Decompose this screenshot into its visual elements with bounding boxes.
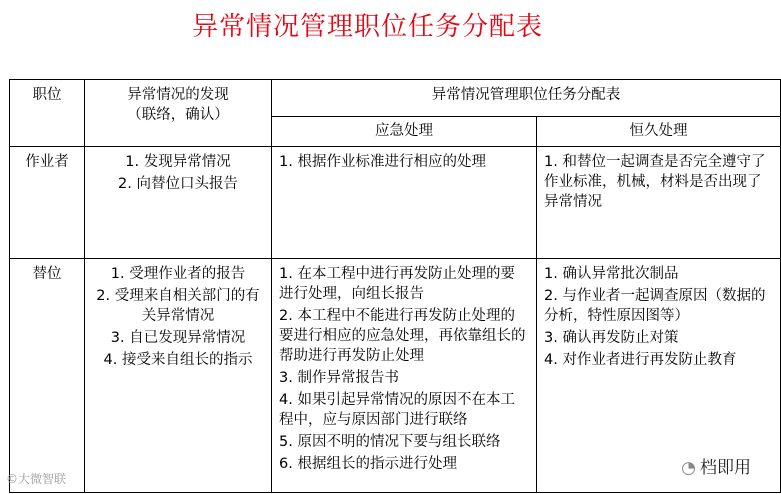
list-item: 2. 向替位口头报告 — [118, 176, 238, 192]
list-item: 4. 接受来自组长的指示 — [103, 352, 253, 368]
header-permanent: 恒久处理 — [537, 117, 781, 147]
list-item: 6. 根据组长的指示进行处理 — [279, 456, 457, 472]
list-item: 5. 原因不明的情况下要与组长联络 — [279, 434, 501, 450]
list-item: 3. 制作异常报告书 — [279, 370, 399, 386]
list-item: 4. 如果引起异常情况的原因不在本工程中，应与原因部门进行联络 — [279, 392, 515, 428]
row-emergency — [272, 147, 537, 259]
header-discovery-label: 异常情况的发现 — [127, 87, 229, 103]
watermark-left: ©大微智联 — [6, 472, 67, 486]
header-row — [10, 80, 781, 117]
list-item: 3. 确认再发防止对策 — [544, 330, 679, 346]
list-item: 1. 在本工程中进行再发防止处理的要进行处理，向组长报告 — [279, 266, 515, 302]
table-row — [10, 147, 781, 259]
row-position: 替位 — [10, 259, 85, 493]
header-discovery-sub: （联络，确认） — [127, 107, 229, 123]
header-emergency: 应急处理 — [272, 117, 537, 147]
list-item: 1. 受理作业者的报告 — [110, 266, 246, 282]
table-row — [10, 259, 781, 493]
list-item: 1. 根据作业标准进行相应的处理 — [279, 154, 486, 170]
row-discovery — [85, 147, 272, 259]
assignment-table — [9, 79, 781, 493]
row-emergency — [272, 259, 537, 493]
watermark-right — [677, 451, 755, 480]
list-item: 2. 本工程中不能进行再发防止处理的要进行相应的应急处理，再依靠组长的帮助进行再发防止处理 — [279, 308, 526, 364]
wechat-icon: ◔ — [681, 458, 696, 478]
page-title: 异常情况管理职位任务分配表 — [191, 12, 543, 42]
list-item: 3. 自已发现异常情况 — [110, 330, 246, 346]
row-discovery — [85, 259, 272, 493]
row-permanent — [537, 147, 781, 259]
list-item: 1. 发现异常情况 — [125, 154, 231, 170]
row-position: 作业者 — [10, 147, 85, 259]
header-position: 职位 — [10, 80, 85, 147]
list-item: 2. 受理来自相关部门的有关异常情况 — [96, 288, 260, 324]
header-discovery — [85, 80, 272, 147]
list-item: 1. 和替位一起调查是否完全遵守了作业标准，机械，材料是否出现了异常情况 — [544, 154, 766, 210]
watermark-right-label: 档即用 — [700, 458, 751, 478]
list-item: 1. 确认异常批次制品 — [544, 266, 679, 282]
list-item: 4. 对作业者进行再发防止教育 — [544, 352, 737, 368]
list-item: 2. 与作业者一起调查原因（数据的分析，特性原因图等） — [544, 288, 766, 324]
header-table-title: 异常情况管理职位任务分配表 — [272, 80, 781, 117]
